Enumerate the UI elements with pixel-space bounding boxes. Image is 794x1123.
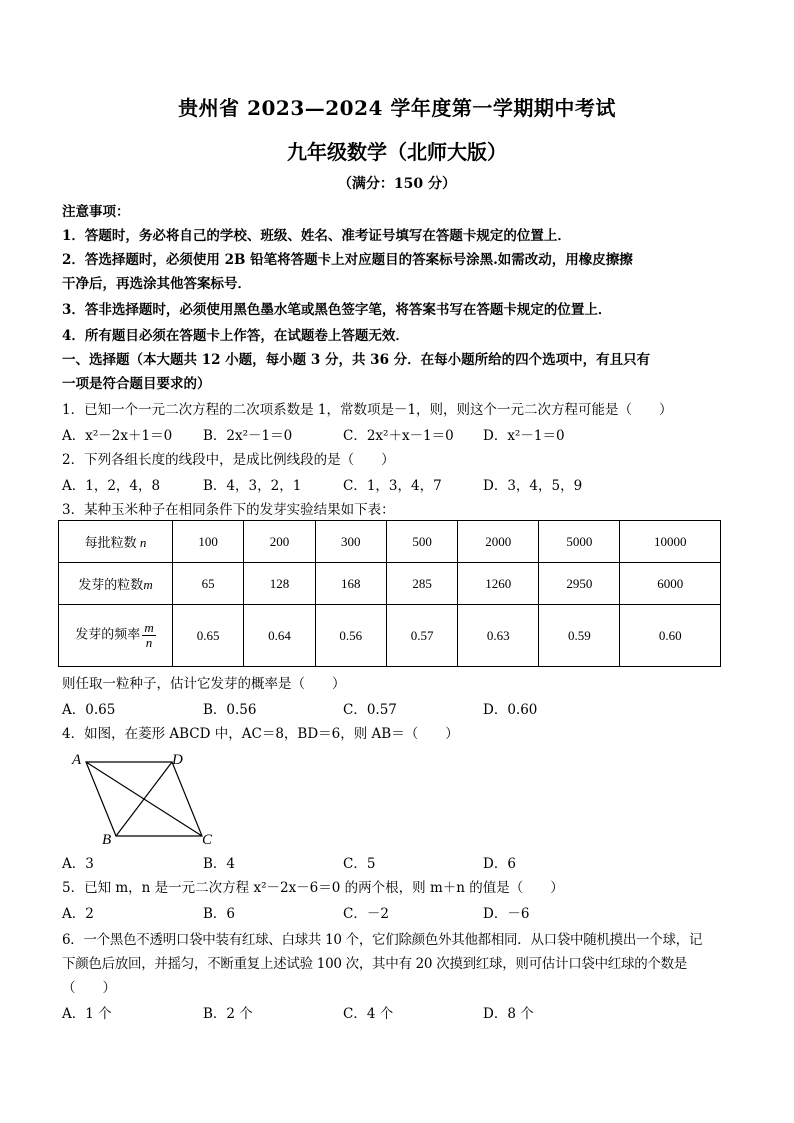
table-cell: 1260 bbox=[458, 563, 539, 605]
vertex-label-c: C bbox=[202, 832, 213, 848]
option-a: A．x²－2x＋1＝0 bbox=[62, 428, 173, 444]
table-cell: 0.56 bbox=[315, 605, 386, 667]
option-a: A．1 个 bbox=[62, 1006, 112, 1022]
table-cell: 500 bbox=[386, 521, 457, 563]
table-cell: 300 bbox=[315, 521, 386, 563]
vertex-label-b: B bbox=[102, 832, 112, 848]
option-b: B．2x²－1＝0 bbox=[203, 428, 293, 444]
table-cell: 10000 bbox=[620, 521, 721, 563]
option-d: D．6 bbox=[483, 856, 516, 872]
question-4-options bbox=[62, 852, 742, 870]
table-cell: 0.60 bbox=[620, 605, 721, 667]
option-b: B．4，3，2，1 bbox=[203, 478, 302, 494]
question-6-blank: （ ） bbox=[62, 980, 116, 996]
option-c: C．4 个 bbox=[343, 1006, 394, 1022]
exam-title: 贵州省 2023—2024 学年度第一学期期中考试 bbox=[178, 96, 616, 120]
table-cell: 168 bbox=[315, 563, 386, 605]
question-2-options bbox=[62, 474, 742, 492]
option-a: A．0.65 bbox=[62, 702, 116, 718]
vertex-label-a: A bbox=[72, 752, 82, 768]
option-b: B．0.56 bbox=[203, 702, 257, 718]
option-d: D．3，4，5，9 bbox=[483, 478, 583, 494]
note-item: 1．答题时，务必将自己的学校、班级、姓名、准考证号填写在答题卡规定的位置上． bbox=[62, 228, 571, 244]
section-heading-cont: 一项是符合题目要求的） bbox=[62, 376, 211, 392]
option-d: D．0.60 bbox=[483, 702, 538, 718]
notes-heading: 注意事项： bbox=[62, 204, 130, 220]
table-cell: 128 bbox=[244, 563, 315, 605]
option-d: D．8 个 bbox=[483, 1006, 534, 1022]
option-b: B．2 个 bbox=[203, 1006, 253, 1022]
option-d: D．－6 bbox=[483, 906, 530, 922]
question-3-stem: 3．某种玉米种子在相同条件下的发芽实验结果如下表： bbox=[62, 502, 395, 518]
table-row bbox=[59, 521, 721, 563]
diagonal-bd bbox=[116, 762, 172, 836]
vertex-label-d: D bbox=[172, 752, 183, 768]
table-cell: 0.59 bbox=[539, 605, 620, 667]
question-6-stem-cont: 下颜色后放回，并摇匀，不断重复上述试验 100 次，其中有 20 次摸到红球，则可估计口袋中红球的个数是 bbox=[62, 956, 688, 972]
option-c: C．5 bbox=[343, 856, 376, 872]
option-b: B．6 bbox=[203, 906, 236, 922]
table-row bbox=[59, 563, 721, 605]
table-cell: 6000 bbox=[620, 563, 721, 605]
question-3-options bbox=[62, 698, 742, 716]
fraction-m-over-n: $\frac{m}{n}$ bbox=[144, 620, 154, 650]
table-cell: 0.57 bbox=[386, 605, 457, 667]
option-a: A．3 bbox=[62, 856, 94, 872]
table-cell: 2950 bbox=[539, 563, 620, 605]
rhombus-figure bbox=[70, 748, 230, 848]
table-cell: 100 bbox=[173, 521, 244, 563]
question-6-options bbox=[62, 1002, 742, 1020]
table-header-cell: 发芽的粒数m bbox=[59, 563, 173, 605]
question-6-stem: 6．一个黑色不透明口袋中装有红球、白球共 10 个，它们除颜色外其他都相同．从口袋中随机摸出一个球，记 bbox=[62, 932, 703, 948]
option-c: C．0.57 bbox=[343, 702, 397, 718]
question-1-stem: 1．已知一个一元二次方程的二次项系数是 1，常数项是－1，则，则这个一元二次方程可能是（ ） bbox=[62, 402, 673, 418]
option-c: C．2x²＋x－1＝0 bbox=[343, 428, 454, 444]
option-c: C．1，3，4，7 bbox=[343, 478, 442, 494]
section-heading: 一、选择题（本大题共 12 小题，每小题 3 分，共 36 分．在每小题所给的四个选项中，有且只有 bbox=[62, 352, 651, 368]
exam-subtitle: 九年级数学（北师大版） bbox=[287, 140, 507, 164]
question-3-followup: 则任取一粒种子，估计它发芽的概率是（ ） bbox=[62, 676, 346, 692]
option-a: A．1，2，4，8 bbox=[62, 478, 161, 494]
note-item: 4．所有题目必须在答题卡上作答，在试题卷上答题无效． bbox=[62, 328, 409, 344]
option-c: C．－2 bbox=[343, 906, 389, 922]
table-cell: 65 bbox=[173, 563, 244, 605]
option-b: B．4 bbox=[203, 856, 236, 872]
table-cell: 0.65 bbox=[173, 605, 244, 667]
table-header-cell: 发芽的频率 $\frac{m}{n}$ bbox=[59, 605, 173, 667]
note-item: 干净后，再选涂其他答案标号． bbox=[62, 276, 251, 292]
question-1-options bbox=[62, 424, 742, 442]
table-cell: 0.64 bbox=[244, 605, 315, 667]
table-row bbox=[59, 605, 721, 667]
table-cell: 0.63 bbox=[458, 605, 539, 667]
question-2-stem: 2．下列各组长度的线段中，是成比例线段的是（ ） bbox=[62, 452, 395, 468]
question-5-stem: 5．已知 m，n 是一元二次方程 x²－2x－6＝0 的两个根，则 m＋n 的值是（ ） bbox=[62, 880, 564, 896]
table-cell: 285 bbox=[386, 563, 457, 605]
full-score: （满分：150 分） bbox=[337, 176, 457, 192]
note-item: 3．答非选择题时，必须使用黑色墨水笔或黑色签字笔，将答案书写在答题卡规定的位置上． bbox=[62, 302, 612, 318]
option-a: A．2 bbox=[62, 906, 94, 922]
option-d: D．x²－1＝0 bbox=[483, 428, 565, 444]
germination-table bbox=[58, 520, 721, 667]
question-4-stem: 4．如图，在菱形 ABCD 中，AC＝8，BD＝6，则 AB＝（ ） bbox=[62, 726, 459, 742]
table-cell: 2000 bbox=[458, 521, 539, 563]
question-5-options bbox=[62, 902, 742, 920]
table-cell: 200 bbox=[244, 521, 315, 563]
table-cell: 5000 bbox=[539, 521, 620, 563]
note-item: 2．答选择题时，必须使用 2B 铅笔将答题卡上对应题目的答案标号涂黑.如需改动，用橡皮擦擦 bbox=[62, 252, 633, 268]
table-header-cell: 每批粒数 n bbox=[59, 521, 173, 563]
